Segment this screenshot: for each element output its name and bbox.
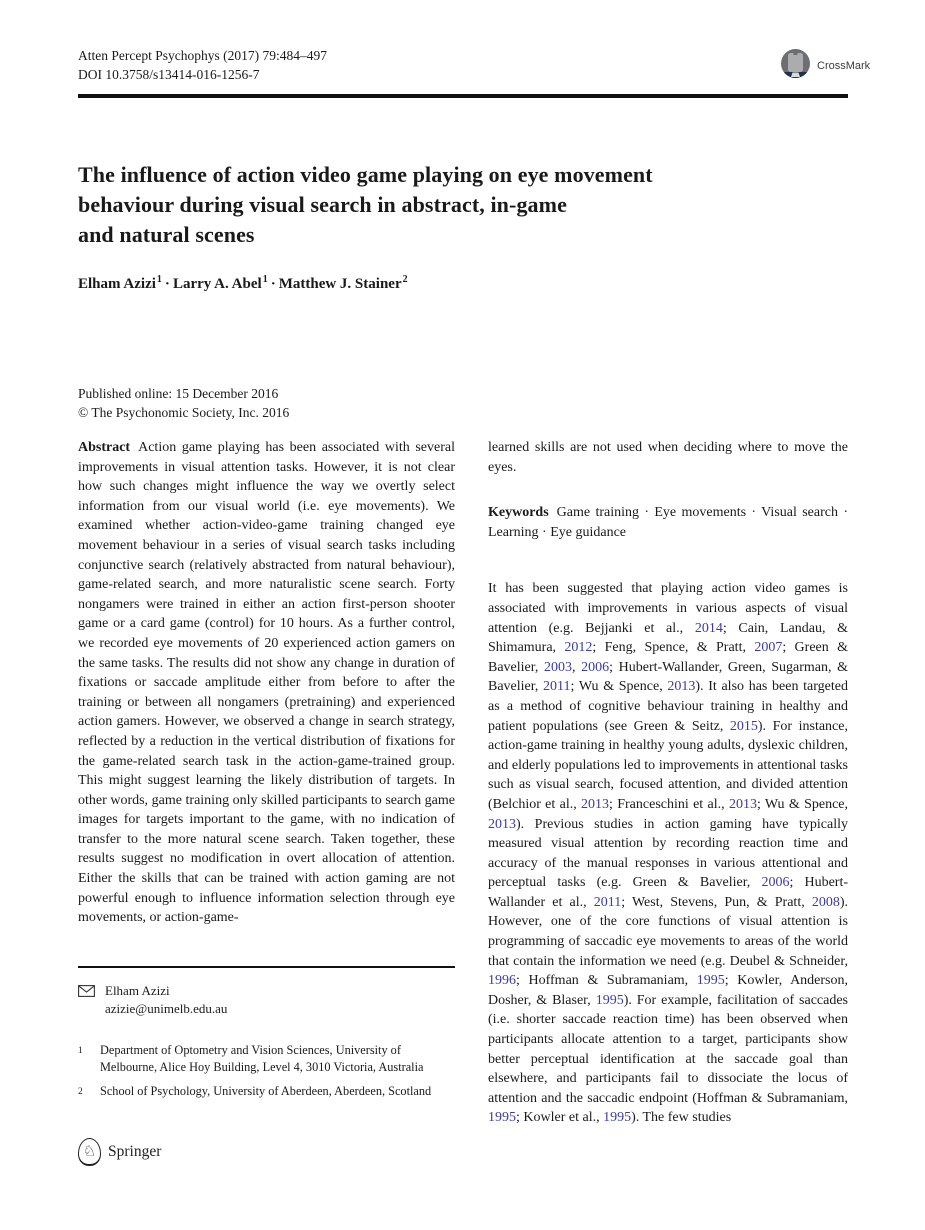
citation-year-link[interactable]: 2011 [543,679,571,695]
footnote-block [78,966,455,1107]
author-separator: · [164,276,170,292]
doi-text: DOI 10.3758/s13414-016-1256-7 [78,67,260,82]
affiliation-text: School of Psychology, University of Aberdeen, Aberdeen, Scotland [100,1083,432,1098]
publication-info [78,384,289,422]
copyright-line: © The Psychonomic Society, Inc. 2016 [78,405,290,420]
journal-reference: Atten Percept Psychophys (2017) 79:484–497 [78,48,327,63]
keywords-text: Game training · Eye movements · Visual search · Learning · Eye guidance [488,505,848,540]
citation-year-link[interactable]: 1995 [488,1110,516,1126]
correspondence-block [78,982,455,1018]
abstract-paragraph [78,438,455,928]
springer-knight-icon: ♘ [78,1138,101,1166]
citation-year-link[interactable]: 1995 [603,1110,632,1126]
correspondence-name: Elham Azizi [105,983,170,998]
publisher-name: Springer [108,1143,162,1160]
publisher-logo [78,1138,161,1166]
envelope-icon [78,984,95,1018]
author-separator: · [270,276,276,292]
citation-year-link[interactable]: 2006 [761,875,790,891]
authors-line [78,276,408,293]
citation-year-link[interactable]: 2013 [488,816,516,832]
published-online: Published online: 15 December 2016 [78,386,279,401]
paper-title: The influence of action video game playing on eye movement behaviour during visual search in abstract, in-game and natural scenes [78,162,653,247]
citation-year-link[interactable]: 2007 [754,640,783,656]
crossmark-label: CrossMark [817,60,871,72]
footnote-rule [78,966,455,968]
affiliation-number: 2 [78,1086,83,1097]
correspondence-email[interactable]: azizie@unimelb.edu.au [105,1001,228,1016]
citation-year-link[interactable]: 2013 [728,796,757,812]
abstract-label: Abstract [78,440,131,455]
citation-year-link[interactable]: 1995 [595,992,624,1008]
citation-year-link[interactable]: 2013 [581,796,610,812]
right-column [488,438,848,1128]
crossmark-icon [779,47,812,85]
author-name: Larry A. Abel [172,276,262,292]
abstract-text: Action game playing has been associated with several improvements in visual attention tasks. However, it is not clear how such changes might influence the way we overtly select information from our visual world (i.e. eye movements). We examined whether action-video-game training changed eye movement behaviour in a series of visual search tasks including conjunctive search (relatively abstracted from natural behaviour), game-related search, and more naturalistic scene search. Forty nongamers were trained in either an action first-person shooter game or a card game (control) for 10 hours. As a further control, we recorded eye movements of 20 experienced action gamers on the same tasks. The results did not show any change in duration of fixations or saccade amplitude either from before to after the training or between all nongamers (pretraining) and experienced action gamers. However, we observed a change in search strategy, reflected by a reduction in the vertical distribution of fixations for the game-related search task in the action-game-trained group. This might suggest learning the likely distribution of targets. In other words, game training only skilled participants to search game images for targets important to the game, with no indication of transfer to the more natural scene search. Taken together, these results suggest no modification in overt allocation of attention. Either the skills that can be trained with action gaming are not powerful enough to influence information selection through eye movements, or action-game- [78,440,455,926]
left-column [78,438,455,928]
author-affiliation-ref: 2 [402,274,408,285]
crossmark-badge[interactable] [779,47,870,85]
author-name: Elham Azizi [78,276,156,292]
citation-year-link[interactable]: 2011 [593,894,622,910]
affiliation-number: 1 [78,1046,83,1056]
citation-year-link[interactable]: 1995 [696,973,725,989]
author-name: Matthew J. Stainer [278,276,402,292]
keywords-paragraph [488,503,848,542]
citation-year-link[interactable]: 2008 [811,894,840,910]
author-affiliation-ref: 1 [262,274,268,285]
citation-year-link[interactable]: 2013 [667,679,696,695]
citation-year-link[interactable]: 2003 [543,659,572,675]
citation-year-link[interactable]: 1996 [488,973,516,989]
citation-year-link[interactable]: 2012 [564,640,593,656]
intro-paragraph: It has been suggested that playing action video games is associated with improvements in various aspects of visual attention (e.g. Bejjanki et al., 2014; Cain, Landau, & Shimamura, 2012; Feng, Spence, & Pratt, 2007; Green & Bavelier, 2003, 2006; Hubert-Wallander, Green, Sugarman, & Bavelier, 2011; Wu & Spence, 2013). It also has been targeted as a method of cognitive behaviour training in healthy and patient populations (see Green & Seitz, 2015). For instance, action-game training in healthy young adults, dyslexic children, and elderly populations led to improvements in attentional tasks such as visual search, focused attention, and divided attention (Belchior et al., 2013; Franceschini et al., 2013; Wu & Spence, 2013). Previous studies in action gaming have typically measured visual attention by recording reaction time and accuracy of the manual responses in various attentional and perceptual tasks (e.g. Green & Bavelier, 2006; Hubert-Wallander et al., 2011; West, Stevens, Pun, & Pratt, 2008). However, one of the core functions of visual attention is programming of saccadic eye movements to areas of the world that contain the information we need (e.g. Deubel & Schneider, 1996; Hoffman & Subramaniam, 1995; Kowler, Anderson, Dosher, & Blaser, 1995). For example, facilitation of saccades (i.e. shorter saccade reaction time) has been observed when participants allocate attention to a target, participants show better perceptual identification at the saccade goal than elsewhere, and participants fail to dissociate the locus of attention and the saccadic endpoint (Hoffman & Subramaniam, 1995; Kowler et al., 1995). The few studies [488,581,849,1126]
abstract-continued: learned skills are not used when deciding where to move the eyes. [488,440,848,475]
affiliation-text: Department of Optometry and Vision Sciences, University of Melbourne, Alice Hoy Building, Level 4, 3010 Victoria, Australia [100,1043,424,1074]
citation-year-link[interactable]: 2006 [581,659,610,675]
journal-header [78,46,327,84]
header-rule [78,94,848,98]
affiliations-list [78,1042,455,1100]
correspondence-text [105,982,227,1018]
affiliation-item [78,1083,455,1101]
keywords-label: Keywords [488,505,549,521]
affiliation-item [78,1042,455,1076]
citation-year-link[interactable]: 2015 [729,718,758,734]
citation-year-link[interactable]: 2014 [694,620,723,636]
author-affiliation-ref: 1 [156,274,162,285]
